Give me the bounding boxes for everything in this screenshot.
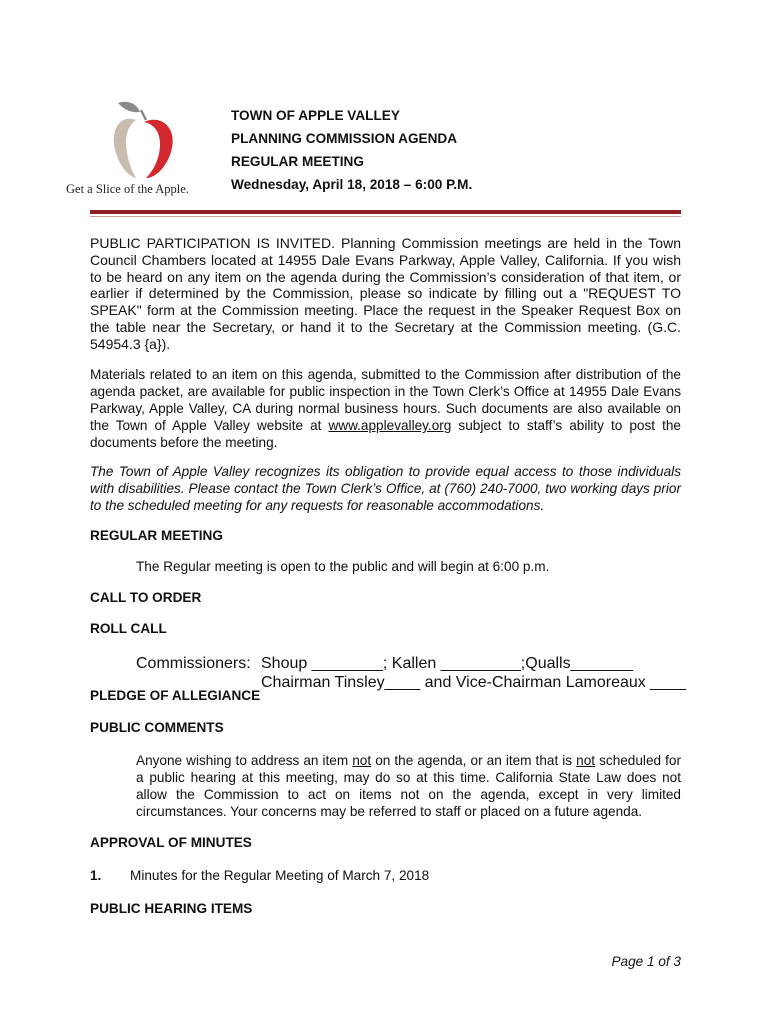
regular-meeting-text: The Regular meeting is open to the public and will begin at 6:00 p.m. bbox=[136, 559, 550, 574]
agenda-title: PLANNING COMMISSION AGENDA bbox=[231, 131, 458, 146]
logo-tagline: Get a Slice of the Apple. bbox=[66, 182, 189, 196]
public-hearing-items-heading: PUBLIC HEARING ITEMS bbox=[90, 901, 253, 916]
item-number: 1. bbox=[90, 868, 102, 883]
pledge-heading: PLEDGE OF ALLEGIANCE bbox=[90, 688, 261, 703]
meeting-date: Wednesday, April 18, 2018 – 6:00 P.M. bbox=[231, 177, 473, 192]
materials-paragraph bbox=[90, 366, 681, 451]
town-logo bbox=[62, 98, 212, 202]
website-link[interactable]: www.applevalley.org bbox=[328, 418, 452, 433]
apple-logo-icon bbox=[106, 98, 178, 180]
public-comments-text-1: Anyone wishing to address an item bbox=[136, 753, 353, 768]
approval-of-minutes-heading: APPROVAL OF MINUTES bbox=[90, 835, 252, 850]
header-divider-thin bbox=[90, 216, 681, 217]
public-comments-paragraph bbox=[136, 752, 681, 820]
commissioners-roll bbox=[136, 654, 686, 692]
public-participation-paragraph: PUBLIC PARTICIPATION IS INVITED. Planning Commission meetings are held in the Town Council Chambers located at 14955 Dale Evans Parkway, Apple Valley, California. If you wish to be heard on any item on the agenda during the Commission’s consideration of that item, or earlier if determined by the Commission, please so indicate by filling out a "REQUEST TO SPEAK" form at the Commission meeting. Place the request in the Speaker Request Box on the table near the Secretary, or hand it to the Secretary at the Commission meeting. (G.C. 54954.3 {a}). bbox=[90, 235, 681, 352]
roll-call-heading: ROLL CALL bbox=[90, 621, 167, 636]
agenda-header bbox=[231, 104, 472, 196]
minutes-item-text: Minutes for the Regular Meeting of March 7, 2018 bbox=[130, 868, 430, 883]
regular-meeting-heading: REGULAR MEETING bbox=[90, 528, 223, 543]
public-comments-heading: PUBLIC COMMENTS bbox=[90, 720, 224, 735]
not-emphasis-1: not bbox=[352, 753, 372, 768]
header-divider bbox=[90, 210, 681, 214]
commissioners-line-1: Shoup ________; Kallen _________;Qualls_______ bbox=[261, 655, 633, 672]
town-name: TOWN OF APPLE VALLEY bbox=[231, 108, 400, 123]
commissioners-label: Commissioners: bbox=[136, 655, 251, 672]
call-to-order-heading: CALL TO ORDER bbox=[90, 590, 202, 605]
public-comments-text-3: scheduled for a public hearing at this meeting, may do so at this time. California State Law does not allow the Commission to act on items not on the agenda, except in very limited circumstances. Your concerns may be referred to staff or placed on a future agenda. bbox=[136, 753, 681, 819]
accessibility-notice: The Town of Apple Valley recognizes its obligation to provide equal access to those individuals with disabilities. Please contact the Town Clerk’s Office, at (760) 240-7000, two working days prior to the scheduled meeting for any requests for reasonable accommodations. bbox=[90, 464, 681, 513]
materials-text-end: subject to staff’s ability to post the documents before the meeting. bbox=[90, 418, 681, 450]
not-emphasis-2: not bbox=[576, 753, 596, 768]
meeting-type: REGULAR MEETING bbox=[231, 154, 364, 169]
materials-text-start: Materials related to an item on this agenda, submitted to the Commission after distribution of the agenda packet, are available for public inspection in the Town Clerk’s Office at 14955 Dale Evans Parkway, Apple Valley, CA during normal business hours. Such documents are also available on the Town of Apple Valley website at bbox=[90, 367, 681, 433]
commissioners-line-2: Chairman Tinsley____ and Vice-Chairman Lamoreaux ____ bbox=[261, 674, 686, 691]
page-number: Page 1 of 3 bbox=[611, 954, 681, 969]
public-comments-text-2: on the agenda, or an item that is bbox=[371, 753, 577, 768]
